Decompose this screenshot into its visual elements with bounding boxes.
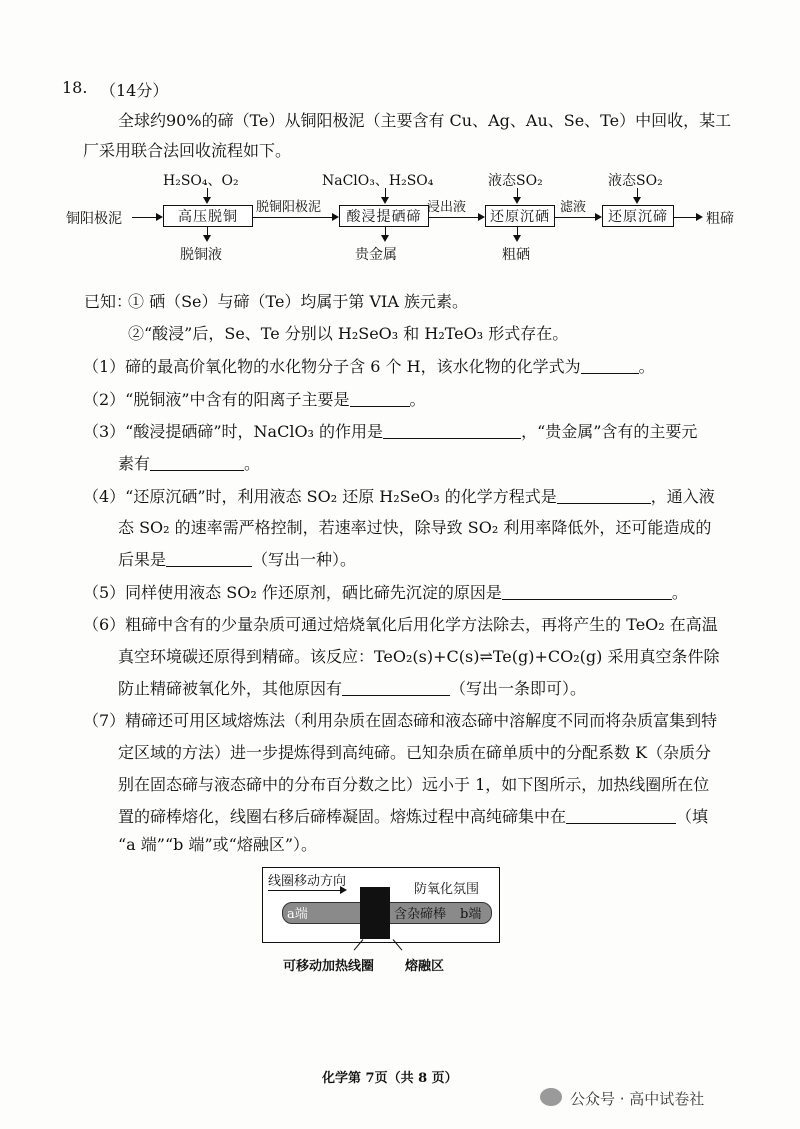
answer-blank[interactable] xyxy=(502,583,672,600)
question-6: （6）粗碲中含有的少量杂质可通过焙烧氧化后用化学方法除去，再将产生的 TeO₂ 在高温 xyxy=(83,615,718,634)
atmosphere-label: 防氧化氛围 xyxy=(414,882,480,897)
answer-blank[interactable] xyxy=(150,454,244,471)
step-3-box: 还原沉硒 xyxy=(485,205,555,227)
question-2: （2）“脱铜液”中含有的阳离子主要是 。 xyxy=(83,390,426,409)
answer-blank[interactable] xyxy=(581,357,639,374)
answer-blank[interactable] xyxy=(166,550,252,567)
step-1-box: 高压脱铜 xyxy=(163,205,253,227)
question-7: （7）精碲还可用区域熔炼法（利用杂质在固态碲和液态碲中溶解度不同而将杂质富集到特 xyxy=(83,711,718,730)
arrow-head-icon xyxy=(332,213,339,221)
known-item-1: ① 硒（Se）与碲（Te）均属于第 VIA 族元素。 xyxy=(128,292,469,311)
arrow-head-icon xyxy=(478,213,485,221)
answer-blank[interactable] xyxy=(566,807,676,824)
answer-blank[interactable] xyxy=(383,422,521,439)
arrow-line xyxy=(207,227,208,235)
arrow-line xyxy=(429,217,478,218)
arrow-head-icon xyxy=(156,213,163,221)
arrow-head-icon xyxy=(696,213,703,221)
step-2-box: 酸浸提硒碲 xyxy=(339,205,429,227)
question-7-line-5: “a 端”“b 端”或“熔融区”）。 xyxy=(118,835,318,854)
question-4: （4）“还原沉硒”时，利用液态 SO₂ 还原 H₂SeO₃ 的化学方程式是 ，通入液 xyxy=(83,487,715,506)
arrow-right-icon xyxy=(340,886,347,894)
flow-end: 粗碲 xyxy=(706,211,734,227)
output-3: 粗硒 xyxy=(502,247,530,263)
arrow-head-icon xyxy=(633,197,641,204)
arrow-2-label: 浸出液 xyxy=(427,200,467,215)
arrow-head-icon xyxy=(513,197,521,204)
arrow-line xyxy=(637,188,638,197)
heating-coil xyxy=(360,887,390,939)
arrow-head-icon xyxy=(203,197,211,204)
wechat-icon xyxy=(540,1088,562,1106)
arrow-line xyxy=(674,217,696,218)
question-number: 18. xyxy=(62,78,88,97)
arrow-line xyxy=(207,188,208,197)
page-footer: 化学第 7页（共 8 页） xyxy=(322,1071,458,1086)
rod-label: 含杂碲棒 xyxy=(394,907,447,922)
arrow-line xyxy=(385,227,386,235)
watermark-text: 公众号 · 高中试卷社 xyxy=(570,1090,705,1108)
flow-start: 铜阳极泥 xyxy=(66,211,122,227)
arrow-head-icon xyxy=(381,197,389,204)
arrow-line xyxy=(517,188,518,197)
known-label: 已知： xyxy=(84,292,133,311)
arrow-head-icon xyxy=(203,235,211,242)
reagent-1: H₂SO₄、O₂ xyxy=(163,173,239,189)
arrow-head-icon xyxy=(595,213,602,221)
arrow-line xyxy=(385,188,386,197)
question-4-line-2: 态 SO₂ 的速率需严格控制，若速率过快，除导致 SO₂ 利用率降低外，还可能造成的 xyxy=(118,518,712,537)
question-7-line-4: 置的碲棒熔化，线圈右移后碲棒凝固。熔炼过程中高纯碲集中在 （填 xyxy=(118,807,709,826)
direction-label: 线圈移动方向 xyxy=(268,874,347,889)
arrow-line xyxy=(253,217,332,218)
end-b-label: b端 xyxy=(460,907,482,922)
end-a-label: a端 xyxy=(287,907,308,922)
question-5: （5）同样使用液态 SO₂ 作还原剂，硒比碲先沉淀的原因是 。 xyxy=(83,583,688,602)
question-score: （14分） xyxy=(100,81,169,100)
known-item-2: ②“酸浸”后，Se、Te 分别以 H₂SeO₃ 和 H₂TeO₃ 形式存在。 xyxy=(128,324,569,343)
arrow-line xyxy=(517,227,518,235)
output-1: 脱铜液 xyxy=(180,247,222,263)
intro-line-2: 厂采用联合法回收流程如下。 xyxy=(83,141,292,160)
answer-blank[interactable] xyxy=(342,679,450,696)
reagent-4: 液态SO₂ xyxy=(608,173,663,189)
step-4-box: 还原沉碲 xyxy=(602,205,674,227)
question-7-line-2: 定区域的方法）进一步提炼得到高纯碲。已知杂质在碲单质中的分配系数 K（杂质分 xyxy=(118,743,712,762)
output-2: 贵金属 xyxy=(355,247,397,263)
question-6-line-2: 真空环境碳还原得到精碲。该反应：TeO₂(s)+C(s)⇌Te(g)+CO₂(g) 采用真空条件除 xyxy=(118,647,720,666)
direction-arrow xyxy=(268,890,340,891)
coil-label: 可移动加热线圈 xyxy=(283,959,375,974)
arrow-1-label: 脱铜阳极泥 xyxy=(256,200,322,215)
question-6-line-3: 防止精碲被氧化外，其他原因有 （写出一条即可）。 xyxy=(118,679,587,698)
arrow-line xyxy=(132,217,156,218)
reagent-2: NaClO₃、H₂SO₄ xyxy=(322,173,434,189)
question-1: （1）碲的最高价氧化物的水化物分子含 6 个 H，该水化物的化学式为 。 xyxy=(83,357,655,376)
arrow-line xyxy=(555,217,595,218)
question-3: （3）“酸浸提硒碲”时，NaClO₃ 的作用是 ，“贵金属”含有的主要元 xyxy=(83,422,698,441)
arrow-3-label: 滤液 xyxy=(560,200,587,215)
question-3-cont: 素有 。 xyxy=(118,454,261,473)
intro-line-1: 全球约90%的碲（Te）从铜阳极泥（主要含有 Cu、Ag、Au、Se、Te）中回收，某工 xyxy=(118,111,732,130)
reagent-3: 液态SO₂ xyxy=(488,173,543,189)
answer-blank[interactable] xyxy=(557,487,651,504)
answer-blank[interactable] xyxy=(350,390,410,407)
question-7-line-3: 别在固态碲与液态碲中的分布百分数之比）远小于 1，如下图所示，加热线圈所在位 xyxy=(118,775,710,794)
question-4-line-3: 后果是 （写出一种）。 xyxy=(118,550,357,569)
arrow-head-icon xyxy=(513,235,521,242)
arrow-head-icon xyxy=(381,235,389,242)
melt-zone-label: 熔融区 xyxy=(405,959,445,974)
